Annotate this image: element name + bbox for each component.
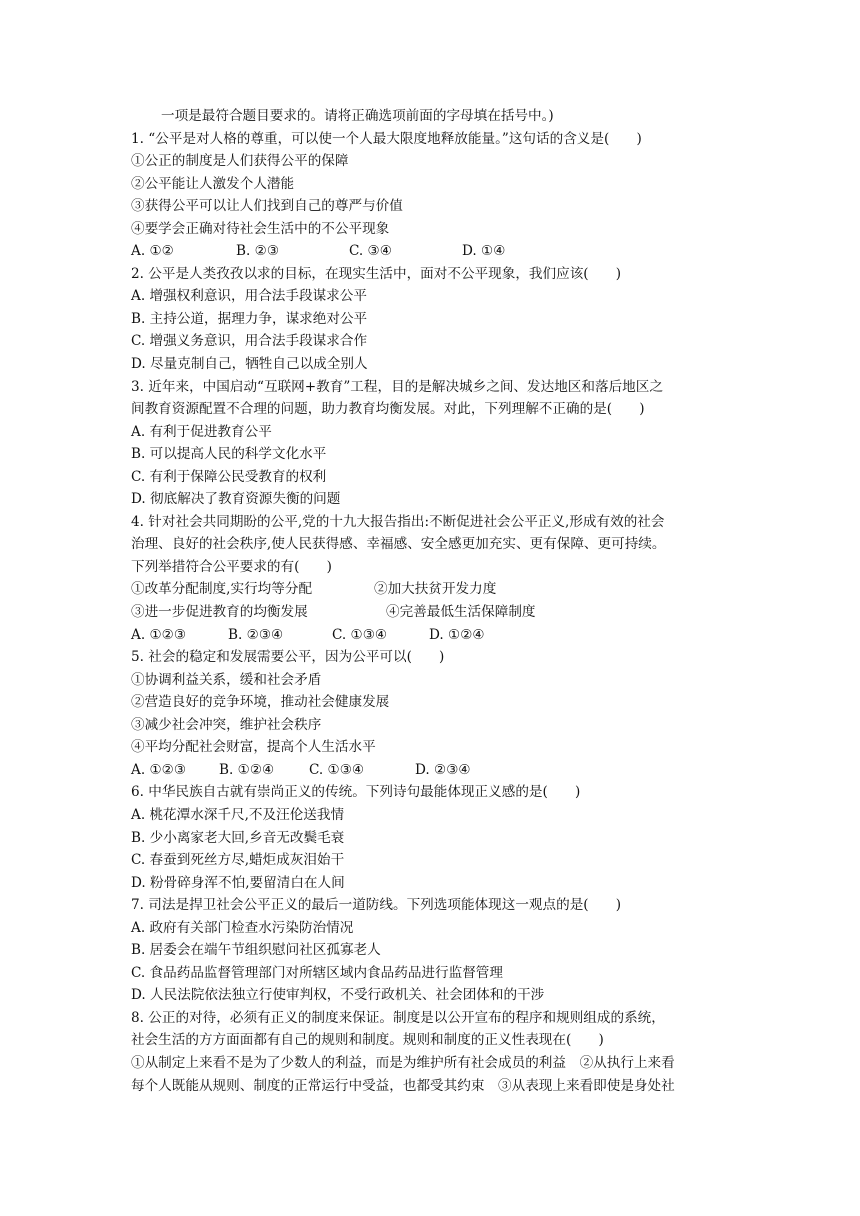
answer-options (131, 759, 736, 782)
statement-item: ①协调利益关系，缓和社会矛盾 (131, 671, 322, 688)
question-stem: 1. “公平是对人格的尊重，可以使一个人最大限度地释放能量。”这句话的含义是( ) (131, 130, 642, 147)
option-d[interactable]: D. 粉骨碎身浑不怕,要留清白在人间 (131, 874, 345, 891)
option-c[interactable]: C. 增强义务意识，用合法手段谋求合作 (131, 333, 368, 350)
question-stem: 7. 司法是捍卫社会公平正义的最后一道防线。下列选项能体现这一观点的是( ) (131, 897, 622, 914)
answer-options (131, 624, 736, 647)
question-stem: 间教育资源配置不合理的问题，助力教育均衡发展。对此，下列理解不正确的是( ) (131, 401, 645, 418)
option-b[interactable]: B. 可以提高人民的科学文化水平 (131, 446, 327, 463)
question-stem: 下列举措符合公平要求的有( ) (131, 558, 332, 575)
option-a[interactable]: A. 有利于促进教育公平 (131, 423, 272, 440)
statement-items: 每个人既能从规则、制度的正常运行中受益，也都受其约束 ③从表现上来看即使是身处社 (131, 1077, 675, 1094)
option-c[interactable]: C. 有利于保障公民受教育的权利 (131, 468, 327, 485)
question-6 (131, 781, 736, 894)
question-8 (131, 1007, 736, 1097)
statement-item: ③进一步促进教育的均衡发展 (131, 604, 308, 621)
option-d[interactable]: D. 尽量克制自己，牺牲自己以成全别人 (131, 356, 368, 373)
question-4 (131, 511, 736, 646)
question-stem: 8. 公正的对待，必须有正义的制度来保证。制度是以公开宣布的程序和规则组成的系统， (131, 1009, 665, 1026)
option-c[interactable]: C. ③④ (349, 243, 392, 260)
question-stem: 5. 社会的稳定和发展需要公平，因为公平可以( ) (131, 649, 445, 666)
question-stem: 3. 近年来，中国启动“互联网+教育”工程，目的是解决城乡之间、发达地区和落后地区之 (131, 378, 663, 395)
question-2 (131, 263, 736, 376)
statement-item: ③获得公平可以让人们找到自己的尊严与价值 (131, 198, 403, 215)
option-d[interactable]: D. 人民法院依法独立行使审判权，不受行政机关、社会团体和的干涉 (131, 987, 545, 1004)
option-a[interactable]: A. ①②③ (131, 761, 187, 778)
section-instruction: 一项是最符合题目要求的。请将正确选项前面的字母填在括号中。) (161, 108, 554, 124)
option-c[interactable]: C. 食品药品监督管理部门对所辖区域内食品药品进行监督管理 (131, 964, 503, 981)
question-7 (131, 894, 736, 1007)
option-d[interactable]: D. 彻底解决了教育资源失衡的问题 (131, 491, 341, 508)
option-b[interactable]: B. 少小离家老大回,乡音无改鬓毛衰 (131, 829, 345, 846)
question-stem: 6. 中华民族自古就有崇尚正义的传统。下列诗句最能体现正义感的是( ) (131, 784, 581, 801)
option-a[interactable]: A. ①② (131, 243, 174, 260)
option-b[interactable]: B. ①②④ (219, 761, 275, 778)
question-5 (131, 646, 736, 781)
option-a[interactable]: A. 政府有关部门检查水污染防治情况 (131, 919, 354, 936)
option-a[interactable]: A. 增强权利意识，用合法手段谋求公平 (131, 288, 367, 305)
question-stem: 治理、良好的社会秩序,使人民获得感、幸福感、安全感更加充实、更有保障、更可持续。 (131, 536, 666, 553)
option-a[interactable]: A. ①②③ (131, 626, 187, 643)
question-stem: 4. 针对社会共同期盼的公平,党的十九大报告指出:不断促进社会公平正义,形成有效的社会 (131, 513, 665, 530)
exam-page (131, 105, 736, 1097)
question-stem: 社会生活的方方面面都有自己的规则和制度。规则和制度的正义性表现在( ) (131, 1032, 604, 1049)
statement-item: ④要学会正确对待社会生活中的不公平现象 (131, 220, 390, 237)
statement-item: ①改革分配制度,实行均等分配 (131, 581, 313, 598)
option-b[interactable]: B. ②③④ (228, 626, 284, 643)
statement-row (131, 578, 736, 601)
option-c[interactable]: C. ①③④ (309, 761, 365, 778)
option-c[interactable]: C. ①③④ (332, 626, 388, 643)
option-b[interactable]: B. ②③ (236, 243, 280, 260)
question-1 (131, 128, 736, 263)
question-3 (131, 376, 736, 511)
statement-item: ②公平能让人激发个人潜能 (131, 175, 295, 192)
answer-options (131, 240, 736, 263)
statement-item: ②加大扶贫开发力度 (374, 581, 497, 598)
option-b[interactable]: B. 主持公道，据理力争，谋求绝对公平 (131, 310, 368, 327)
statement-item: ①公正的制度是人们获得公平的保障 (131, 153, 349, 170)
option-d[interactable]: D. ①④ (462, 243, 506, 260)
statement-item: ③减少社会冲突，维护社会秩序 (131, 716, 322, 733)
option-d[interactable]: D. ①②④ (429, 626, 485, 643)
statement-row (131, 601, 736, 624)
statement-item: ④平均分配社会财富，提高个人生活水平 (131, 739, 376, 756)
question-stem: 2. 公平是人类孜孜以求的目标，在现实生活中，面对不公平现象，我们应该( ) (131, 265, 622, 282)
option-b[interactable]: B. 居委会在端午节组织慰问社区孤寡老人 (131, 942, 381, 959)
statement-item: ④完善最低生活保障制度 (386, 604, 536, 621)
option-a[interactable]: A. 桃花潭水深千尺,不及汪伦送我情 (131, 806, 345, 823)
statement-items: ①从制定上来看不是为了少数人的利益，而是为维护所有社会成员的利益 ②从执行上来看 (131, 1054, 675, 1071)
option-d[interactable]: D. ②③④ (415, 761, 471, 778)
statement-item: ②营造良好的竞争环境，推动社会健康发展 (131, 694, 390, 711)
option-c[interactable]: C. 春蚕到死丝方尽,蜡炬成灰泪始干 (131, 852, 345, 869)
